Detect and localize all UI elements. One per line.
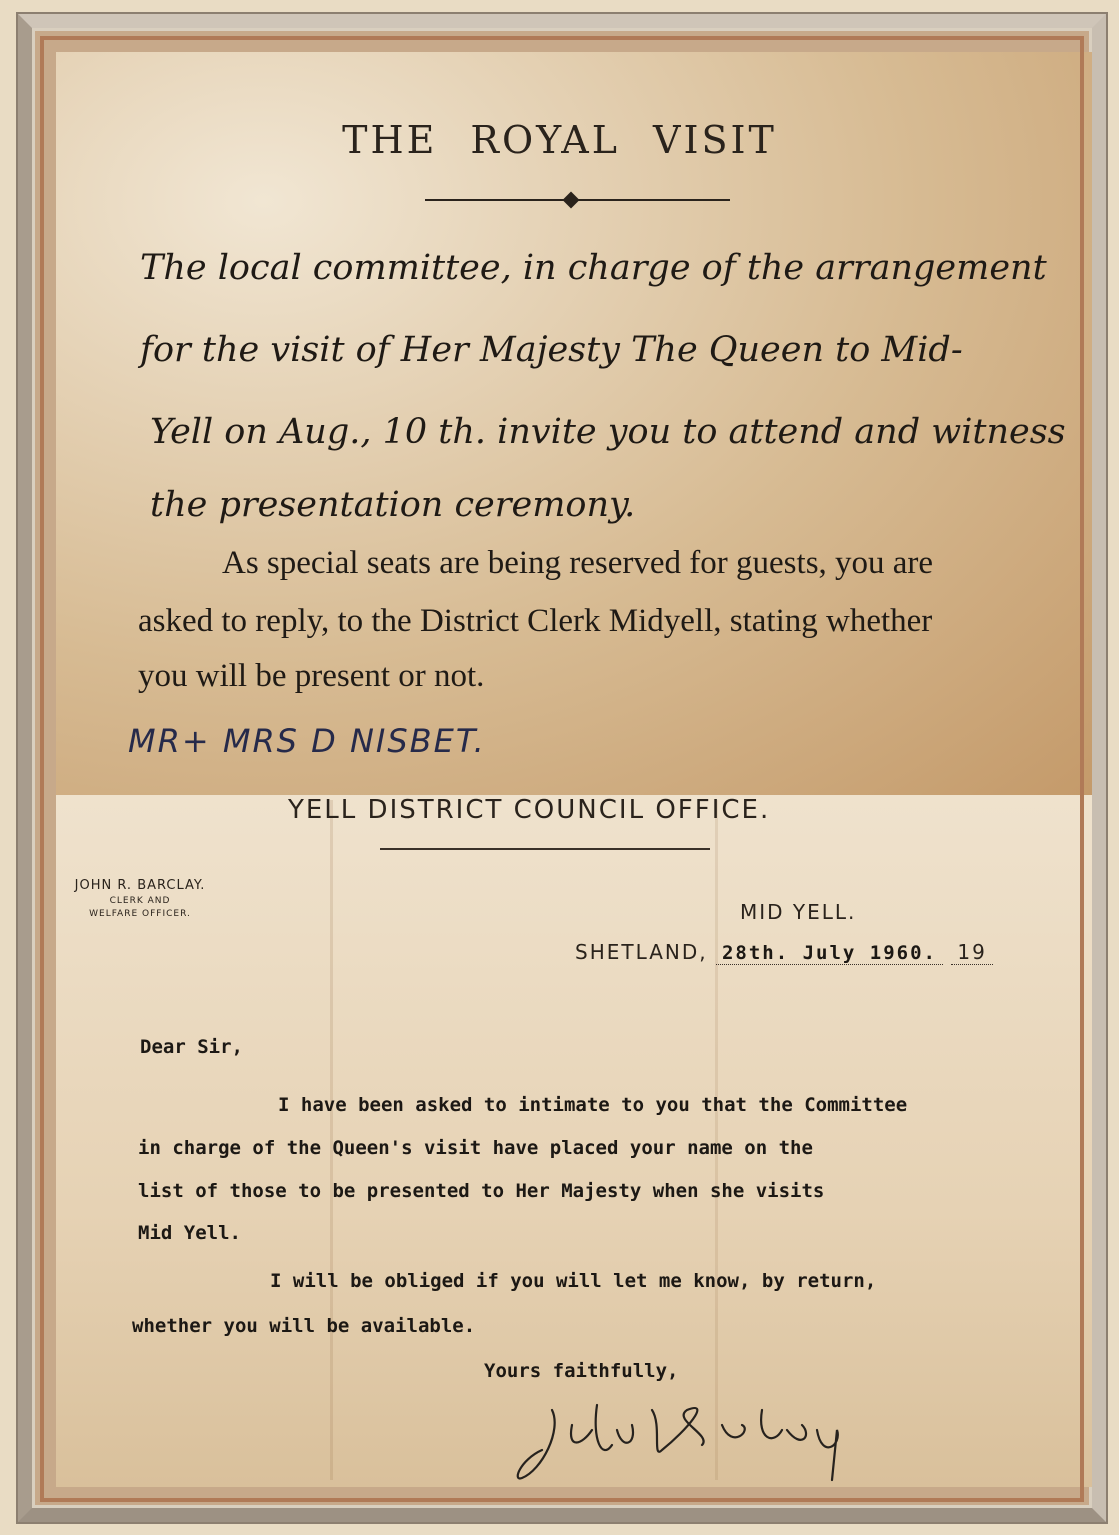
- paragraph-line: Mid Yell.: [138, 1222, 241, 1244]
- body-line: you will be present or not.: [138, 658, 485, 694]
- address-line: MID YELL.: [740, 900, 857, 924]
- paragraph-line: in charge of the Queen's visit have placed your name on the: [138, 1137, 813, 1159]
- address-line: [575, 940, 993, 964]
- paragraph-line: I will be obliged if you will let me know, by return,: [270, 1270, 877, 1292]
- sender-block: [60, 878, 220, 919]
- handwritten-guest-name: MR+ MRS D NISBET.: [128, 722, 486, 760]
- body-line: asked to reply, to the District Clerk Midyell, stating whether: [138, 603, 933, 639]
- address-place: SHETLAND,: [575, 940, 708, 964]
- sender-title: CLERK AND: [109, 896, 171, 906]
- letterhead: YELL DISTRICT COUNCIL OFFICE.: [288, 795, 771, 825]
- date-year-suffix: 19: [951, 940, 992, 965]
- script-line: the presentation ceremony.: [150, 485, 636, 525]
- invitation-title: THE ROYAL VISIT: [342, 118, 777, 162]
- letter-date: 28th. July 1960.: [716, 942, 943, 965]
- salutation: Dear Sir,: [140, 1036, 243, 1058]
- sender-name: JOHN R. BARCLAY.: [74, 878, 206, 893]
- script-line: The local committee, in charge of the arrangement: [140, 248, 1047, 288]
- script-line: for the visit of Her Majesty The Queen to Mid-: [140, 330, 963, 370]
- script-line: Yell on Aug., 10 th. invite you to attend and witness: [150, 412, 1066, 452]
- closing: Yours faithfully,: [484, 1360, 679, 1382]
- paragraph-line: I have been asked to intimate to you that the Committee: [278, 1094, 908, 1116]
- sender-title: WELFARE OFFICER.: [89, 909, 191, 919]
- signature-image: [512, 1390, 872, 1490]
- letterhead-underline: [380, 848, 710, 850]
- paragraph-line: whether you will be available.: [132, 1315, 476, 1337]
- paragraph-line: list of those to be presented to Her Majesty when she visits: [138, 1180, 825, 1202]
- body-line: As special seats are being reserved for guests, you are: [222, 545, 934, 581]
